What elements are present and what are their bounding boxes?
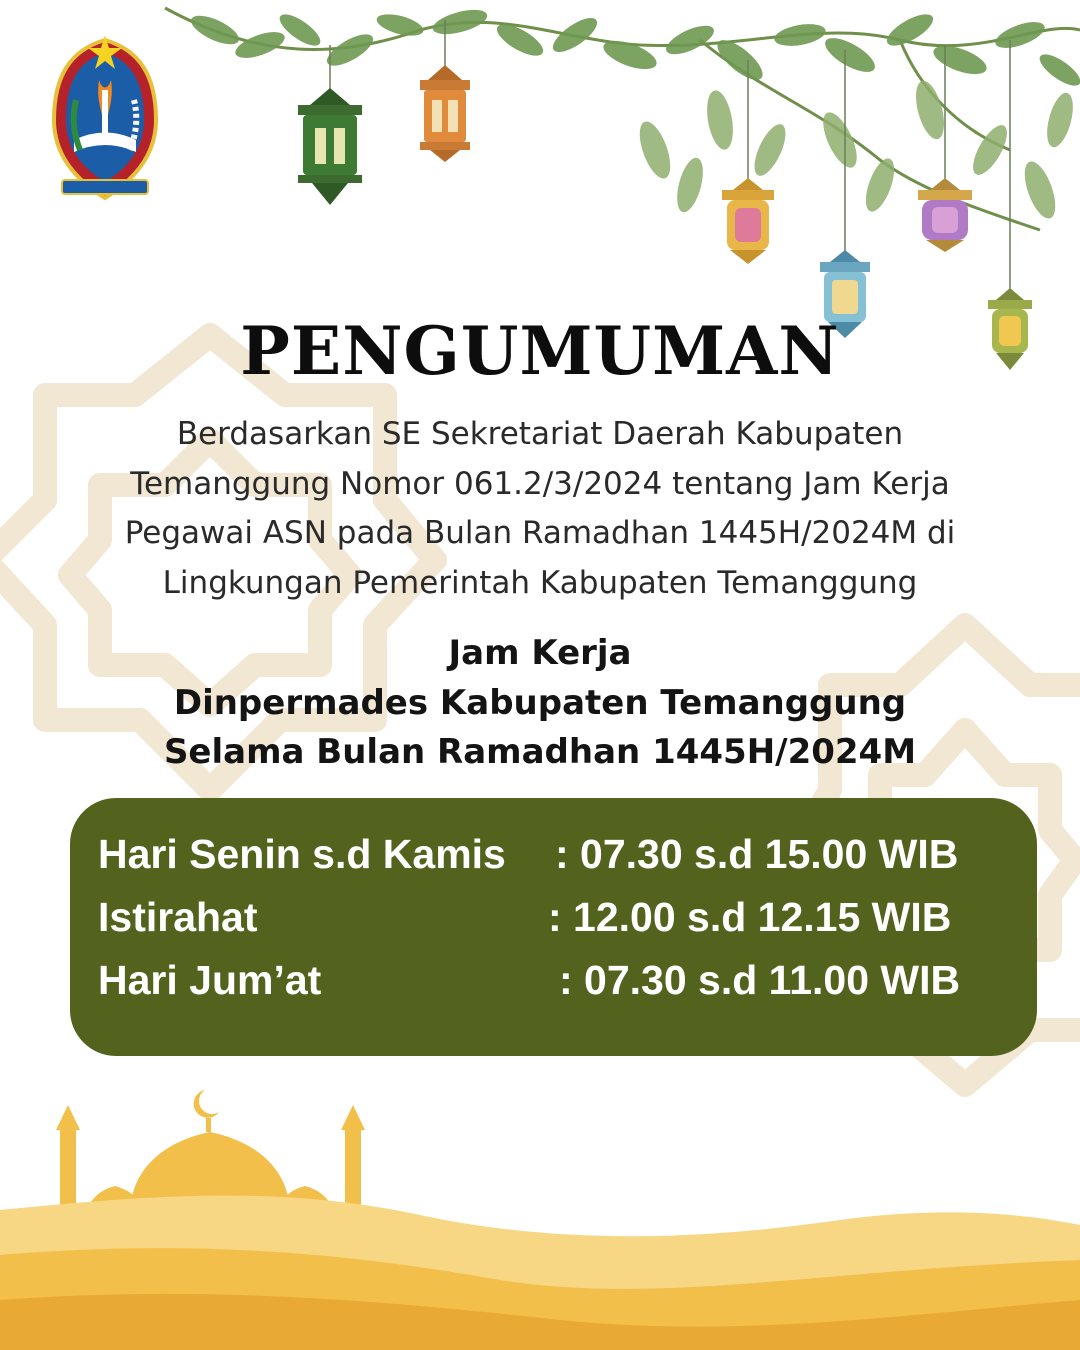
heading-line: Dinpermades Kabupaten Temanggung: [173, 682, 907, 723]
heading-line: Selama Bulan Ramadhan 1445H/2024M: [163, 732, 917, 772]
intro-line: Pegawai ASN pada Bulan Ramadhan 1445H/2024M di: [124, 515, 956, 551]
schedule-day-label: Hari Senin s.d Kamis: [98, 831, 506, 877]
schedule-time: : 07.30 s.d 15.00 WIB: [555, 831, 959, 877]
schedule-day-label: Istirahat: [98, 894, 258, 940]
schedule-time: : 07.30 s.d 11.00 WIB: [559, 957, 961, 1003]
intro-paragraph: [60, 410, 1020, 608]
intro-line: Lingkungan Pemerintah Kabupaten Temanggung: [162, 564, 918, 601]
schedule-row-friday: [70, 949, 1037, 1011]
schedule-time: : 12.00 s.d 12.15 WIB: [548, 894, 952, 940]
schedule-day-label: Hari Jum’at: [98, 957, 322, 1003]
schedule-heading: [40, 629, 1040, 778]
schedule-row-break: [70, 886, 1037, 948]
heading-line: Jam Kerja: [448, 633, 632, 673]
schedule-row-mon-thu: [70, 823, 1037, 885]
page-title: PENGUMUMAN: [240, 312, 840, 390]
intro-line: Berdasarkan SE Sekretariat Daerah Kabupaten: [176, 416, 904, 452]
intro-line: Temanggung Nomor 061.2/3/2024 tentang Jam Kerja: [130, 465, 950, 502]
regency-coat-of-arms-icon: [44, 30, 166, 210]
